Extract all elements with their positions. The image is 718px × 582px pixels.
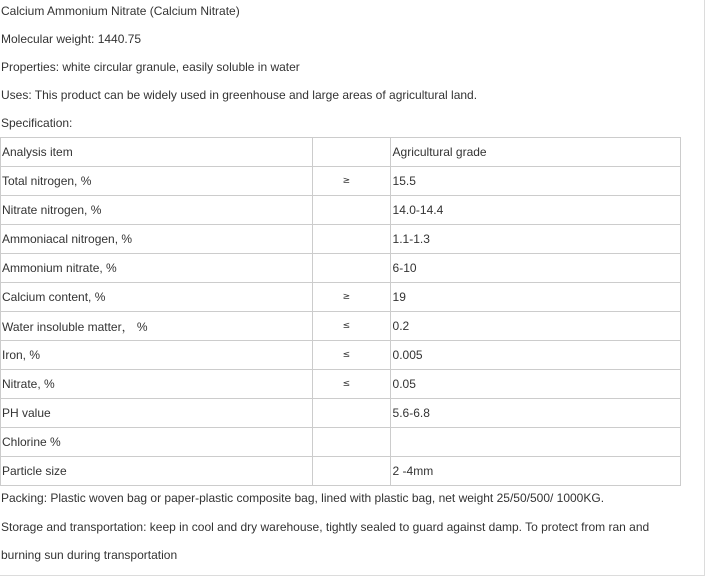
properties-text: Properties: white circular granule, easily soluble in water: [1, 60, 300, 74]
analysis-item: PH value: [1, 399, 313, 428]
grade-value: 0.05: [390, 370, 680, 399]
grade-value: 5.6-6.8: [390, 399, 680, 428]
storage-text-line-1: Storage and transportation: keep in cool and dry warehouse, tightly sealed to guard against damp. To protect from ran and: [1, 520, 650, 534]
grade-value: 14.0-14.4: [390, 196, 680, 225]
analysis-item: Particle size: [1, 457, 313, 486]
grade-value: 2 -4mm: [390, 457, 680, 486]
uses-text: Uses: This product can be widely used in greenhouse and large areas of agricultural land.: [1, 88, 478, 102]
analysis-item: Nitrate, %: [1, 370, 313, 399]
table-row: [1, 457, 681, 486]
table-row: [1, 341, 681, 370]
table-row: [1, 428, 681, 457]
table-row: [1, 225, 681, 254]
table-row: [1, 283, 681, 312]
comparison-symbol: ≥: [313, 283, 390, 312]
specification-heading: Specification:: [1, 116, 73, 130]
grade-value: 19: [390, 283, 680, 312]
comparison-symbol: [313, 254, 390, 283]
comparison-symbol: [313, 225, 390, 254]
comparison-symbol: [313, 428, 390, 457]
comparison-symbol: ≤: [313, 370, 390, 399]
analysis-item: Total nitrogen, %: [1, 167, 313, 196]
storage-text-line-2: burning sun during transportation: [1, 548, 178, 562]
table-row: [1, 399, 681, 428]
header-symbol: [313, 138, 390, 167]
molecular-weight: Molecular weight: 1440.75: [1, 32, 142, 46]
grade-value: [390, 428, 680, 457]
comparison-symbol: [313, 196, 390, 225]
grade-value: 15.5: [390, 167, 680, 196]
grade-value: 0.005: [390, 341, 680, 370]
comparison-symbol: ≥: [313, 167, 390, 196]
analysis-item: Ammoniacal nitrogen, %: [1, 225, 313, 254]
table-row: [1, 312, 681, 341]
specification-table: [0, 137, 681, 486]
table-row: [1, 196, 681, 225]
grade-value: 1.1-1.3: [390, 225, 680, 254]
analysis-item: Chlorine %: [1, 428, 313, 457]
comparison-symbol: ≤: [313, 312, 390, 341]
analysis-item: Ammonium nitrate, %: [1, 254, 313, 283]
table-row: [1, 254, 681, 283]
grade-value: 6-10: [390, 254, 680, 283]
product-title: Calcium Ammonium Nitrate (Calcium Nitrate): [1, 4, 240, 18]
packing-text: Packing: Plastic woven bag or paper-plastic composite bag, lined with plastic bag, net weight 25/50/500/ 1000KG.: [1, 491, 605, 505]
analysis-item: Water insoluble matter， %: [1, 312, 313, 341]
table-row: [1, 370, 681, 399]
header-analysis-item: Analysis item: [1, 138, 313, 167]
analysis-item: Iron, %: [1, 341, 313, 370]
grade-value: 0.2: [390, 312, 680, 341]
header-agricultural-grade: Agricultural grade: [390, 138, 680, 167]
comparison-symbol: [313, 457, 390, 486]
table-row: [1, 167, 681, 196]
analysis-item: Nitrate nitrogen, %: [1, 196, 313, 225]
analysis-item: Calcium content, %: [1, 283, 313, 312]
comparison-symbol: [313, 399, 390, 428]
comparison-symbol: ≤: [313, 341, 390, 370]
table-header-row: [1, 138, 681, 167]
